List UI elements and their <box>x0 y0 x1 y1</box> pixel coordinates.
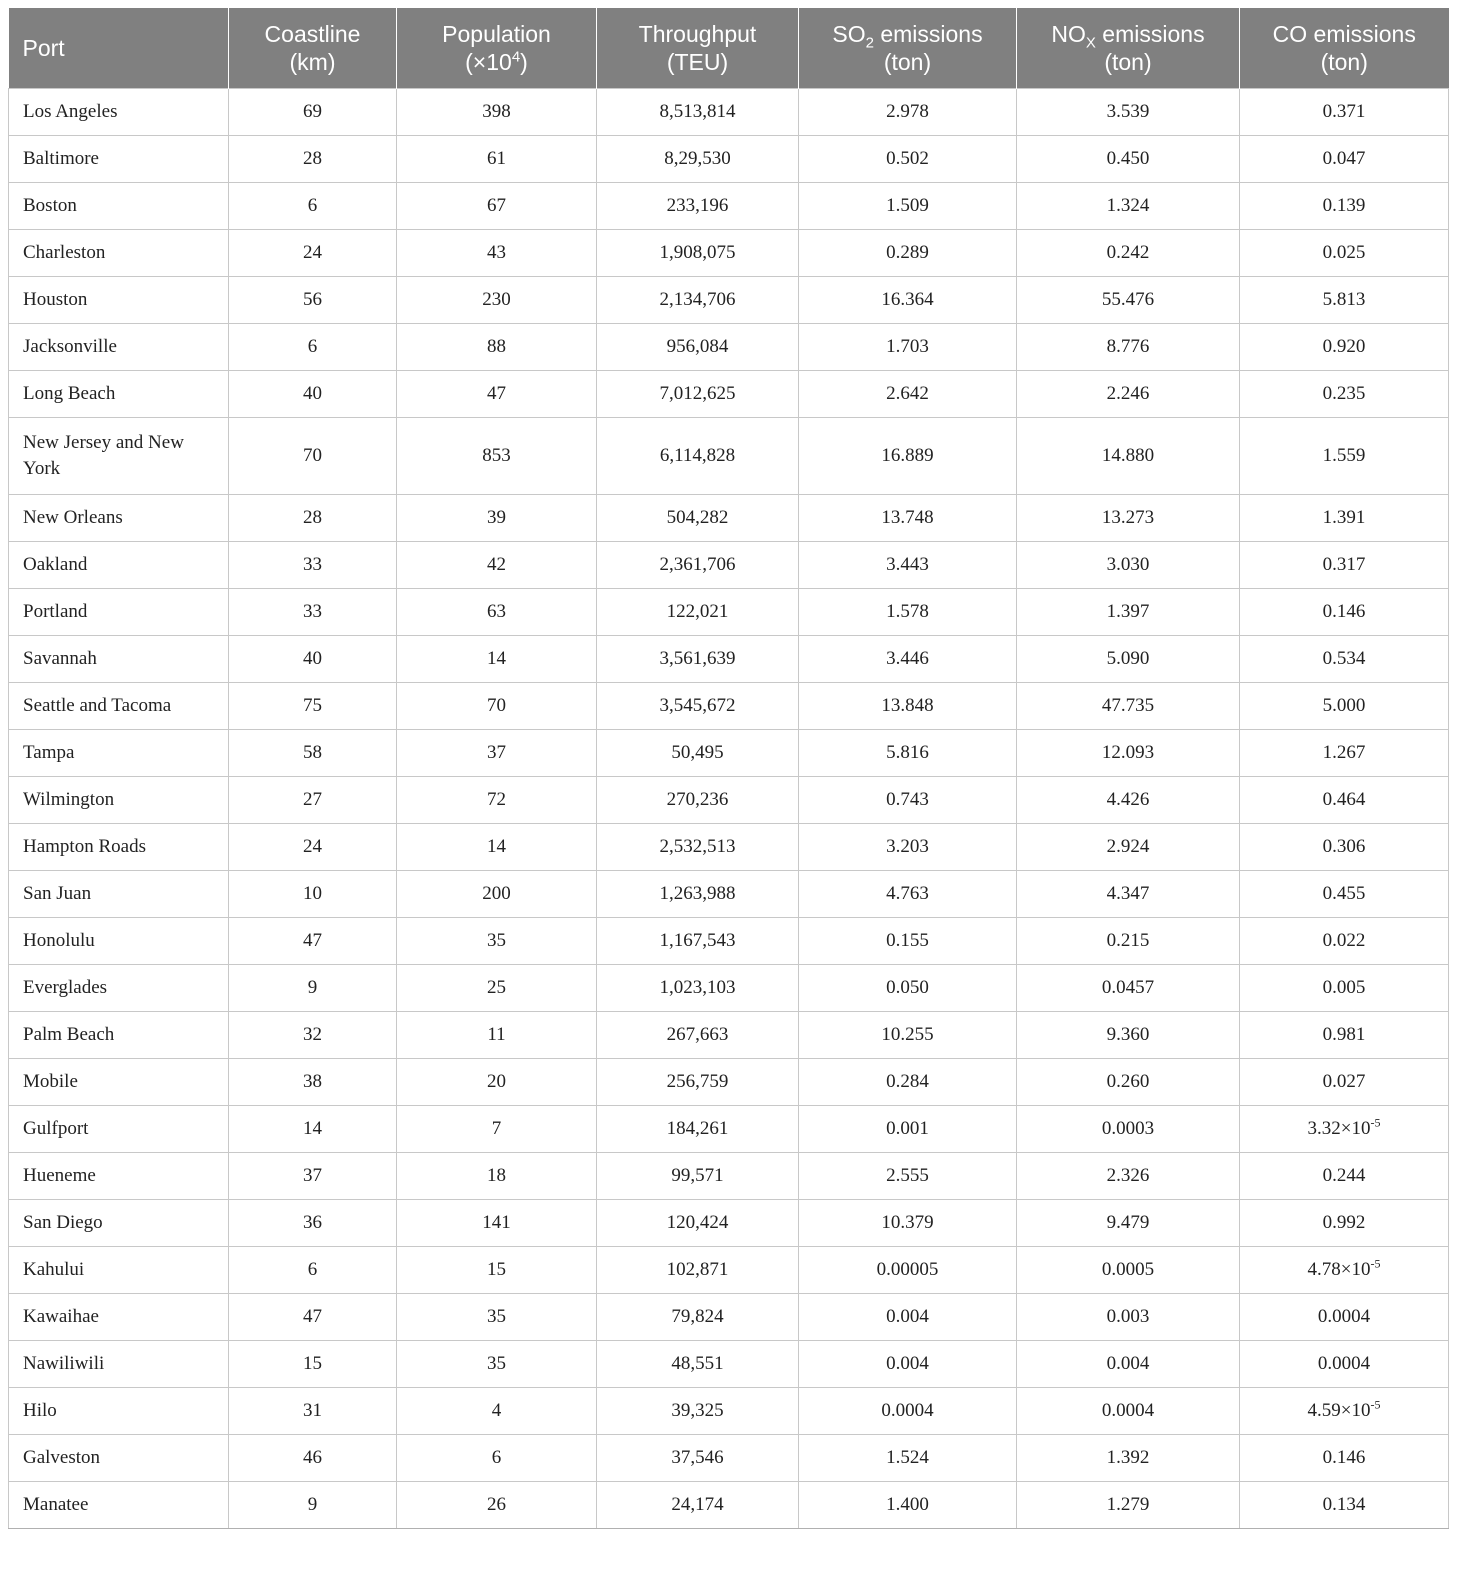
cell-population: 853 <box>397 418 597 495</box>
cell-co: 1.559 <box>1240 418 1449 495</box>
cell-throughput: 122,021 <box>597 589 799 636</box>
cell-co: 0.134 <box>1240 1482 1449 1529</box>
cell-nox: 0.0005 <box>1017 1247 1240 1294</box>
cell-throughput: 48,551 <box>597 1341 799 1388</box>
cell-coastline: 40 <box>229 636 397 683</box>
cell-port: Hampton Roads <box>9 824 229 871</box>
cell-coastline: 56 <box>229 277 397 324</box>
cell-nox: 0.450 <box>1017 136 1240 183</box>
cell-so2: 13.748 <box>799 495 1017 542</box>
cell-port: Palm Beach <box>9 1012 229 1059</box>
cell-so2: 0.155 <box>799 918 1017 965</box>
cell-co: 0.920 <box>1240 324 1449 371</box>
cell-co: 0.371 <box>1240 89 1449 136</box>
cell-coastline: 32 <box>229 1012 397 1059</box>
cell-port: Galveston <box>9 1435 229 1482</box>
cell-port: Jacksonville <box>9 324 229 371</box>
cell-so2: 0.050 <box>799 965 1017 1012</box>
table-row <box>9 418 1449 495</box>
cell-port: Boston <box>9 183 229 230</box>
cell-port: Nawiliwili <box>9 1341 229 1388</box>
table-row <box>9 371 1449 418</box>
cell-nox: 0.003 <box>1017 1294 1240 1341</box>
cell-throughput: 6,114,828 <box>597 418 799 495</box>
table-row <box>9 89 1449 136</box>
cell-nox: 2.924 <box>1017 824 1240 871</box>
cell-throughput: 1,167,543 <box>597 918 799 965</box>
table-body <box>9 89 1449 1529</box>
cell-co: 0.992 <box>1240 1200 1449 1247</box>
cell-throughput: 8,29,530 <box>597 136 799 183</box>
cell-coastline: 75 <box>229 683 397 730</box>
cell-so2: 0.00005 <box>799 1247 1017 1294</box>
table-row <box>9 183 1449 230</box>
cell-co: 0.306 <box>1240 824 1449 871</box>
cell-port: Honolulu <box>9 918 229 965</box>
cell-population: 37 <box>397 730 597 777</box>
cell-throughput: 99,571 <box>597 1153 799 1200</box>
port-emissions-table <box>8 8 1449 1529</box>
cell-population: 35 <box>397 1294 597 1341</box>
cell-throughput: 1,023,103 <box>597 965 799 1012</box>
cell-coastline: 70 <box>229 418 397 495</box>
table-row <box>9 777 1449 824</box>
cell-co: 0.146 <box>1240 1435 1449 1482</box>
cell-so2: 16.364 <box>799 277 1017 324</box>
cell-co: 0.464 <box>1240 777 1449 824</box>
cell-population: 4 <box>397 1388 597 1435</box>
table-row <box>9 1106 1449 1153</box>
cell-co: $4.59\times 10^{-5}$ <box>1240 1388 1449 1435</box>
cell-co: 1.267 <box>1240 730 1449 777</box>
table-row <box>9 1388 1449 1435</box>
cell-nox: 3.539 <box>1017 89 1240 136</box>
cell-population: 20 <box>397 1059 597 1106</box>
cell-so2: 1.578 <box>799 589 1017 636</box>
cell-port: New Orleans <box>9 495 229 542</box>
cell-port: Los Angeles <box>9 89 229 136</box>
cell-throughput: 270,236 <box>597 777 799 824</box>
cell-coastline: 47 <box>229 918 397 965</box>
cell-port: Wilmington <box>9 777 229 824</box>
cell-throughput: 256,759 <box>597 1059 799 1106</box>
cell-co: 0.025 <box>1240 230 1449 277</box>
table-row <box>9 636 1449 683</box>
cell-port: Seattle and Tacoma <box>9 683 229 730</box>
cell-nox: 9.360 <box>1017 1012 1240 1059</box>
header-throughput: Throughput (TEU) <box>597 8 799 89</box>
cell-port: San Diego <box>9 1200 229 1247</box>
cell-so2: 1.703 <box>799 324 1017 371</box>
cell-throughput: 7,012,625 <box>597 371 799 418</box>
cell-nox: 5.090 <box>1017 636 1240 683</box>
cell-throughput: 8,513,814 <box>597 89 799 136</box>
cell-throughput: 2,532,513 <box>597 824 799 871</box>
cell-port: Tampa <box>9 730 229 777</box>
cell-nox: 47.735 <box>1017 683 1240 730</box>
header-nox-emissions: $NO_X$ emissions (ton) <box>1017 8 1240 89</box>
table-row <box>9 324 1449 371</box>
cell-co: 0.005 <box>1240 965 1449 1012</box>
cell-nox: 12.093 <box>1017 730 1240 777</box>
cell-population: 67 <box>397 183 597 230</box>
cell-coastline: 28 <box>229 136 397 183</box>
cell-nox: 0.0004 <box>1017 1388 1240 1435</box>
cell-so2: 0.004 <box>799 1341 1017 1388</box>
cell-population: 25 <box>397 965 597 1012</box>
cell-so2: 1.524 <box>799 1435 1017 1482</box>
table-row <box>9 1482 1449 1529</box>
cell-port: Gulfport <box>9 1106 229 1153</box>
cell-nox: 13.273 <box>1017 495 1240 542</box>
cell-throughput: 24,174 <box>597 1482 799 1529</box>
cell-nox: 4.347 <box>1017 871 1240 918</box>
cell-so2: 10.379 <box>799 1200 1017 1247</box>
cell-port: Baltimore <box>9 136 229 183</box>
cell-throughput: 50,495 <box>597 730 799 777</box>
cell-nox: 1.324 <box>1017 183 1240 230</box>
cell-so2: 3.446 <box>799 636 1017 683</box>
cell-nox: 0.242 <box>1017 230 1240 277</box>
cell-nox: 1.279 <box>1017 1482 1240 1529</box>
cell-throughput: 2,361,706 <box>597 542 799 589</box>
table-row <box>9 918 1449 965</box>
cell-so2: 10.255 <box>799 1012 1017 1059</box>
cell-co: 0.146 <box>1240 589 1449 636</box>
cell-co: 0.235 <box>1240 371 1449 418</box>
cell-throughput: 79,824 <box>597 1294 799 1341</box>
table-row <box>9 277 1449 324</box>
cell-throughput: 267,663 <box>597 1012 799 1059</box>
cell-population: 6 <box>397 1435 597 1482</box>
cell-so2: 0.284 <box>799 1059 1017 1106</box>
table-row <box>9 1012 1449 1059</box>
cell-population: 200 <box>397 871 597 918</box>
cell-coastline: 58 <box>229 730 397 777</box>
cell-so2: 0.0004 <box>799 1388 1017 1435</box>
table-header <box>9 8 1449 89</box>
cell-so2: 1.400 <box>799 1482 1017 1529</box>
table-row <box>9 136 1449 183</box>
cell-population: 88 <box>397 324 597 371</box>
cell-coastline: 46 <box>229 1435 397 1482</box>
cell-population: 7 <box>397 1106 597 1153</box>
cell-co: 0.534 <box>1240 636 1449 683</box>
cell-coastline: 9 <box>229 1482 397 1529</box>
cell-nox: 55.476 <box>1017 277 1240 324</box>
cell-coastline: 24 <box>229 824 397 871</box>
cell-population: 35 <box>397 1341 597 1388</box>
cell-coastline: 15 <box>229 1341 397 1388</box>
cell-so2: 0.004 <box>799 1294 1017 1341</box>
table-row <box>9 1059 1449 1106</box>
cell-throughput: 39,325 <box>597 1388 799 1435</box>
cell-port: Long Beach <box>9 371 229 418</box>
cell-so2: 0.289 <box>799 230 1017 277</box>
cell-nox: 9.479 <box>1017 1200 1240 1247</box>
cell-so2: 5.816 <box>799 730 1017 777</box>
cell-population: 26 <box>397 1482 597 1529</box>
cell-population: 47 <box>397 371 597 418</box>
cell-population: 42 <box>397 542 597 589</box>
cell-nox: 3.030 <box>1017 542 1240 589</box>
cell-coastline: 33 <box>229 542 397 589</box>
cell-nox: 2.326 <box>1017 1153 1240 1200</box>
header-so2-emissions: $SO_2$ emissions (ton) <box>799 8 1017 89</box>
cell-co: $4.78\times 10^{-5}$ <box>1240 1247 1449 1294</box>
table-row <box>9 965 1449 1012</box>
cell-population: 35 <box>397 918 597 965</box>
cell-population: 39 <box>397 495 597 542</box>
cell-nox: 1.392 <box>1017 1435 1240 1482</box>
cell-coastline: 24 <box>229 230 397 277</box>
cell-throughput: 233,196 <box>597 183 799 230</box>
cell-nox: 1.397 <box>1017 589 1240 636</box>
cell-population: 141 <box>397 1200 597 1247</box>
cell-so2: 0.502 <box>799 136 1017 183</box>
table-row <box>9 1153 1449 1200</box>
header-row <box>9 8 1449 89</box>
cell-coastline: 6 <box>229 324 397 371</box>
cell-coastline: 6 <box>229 183 397 230</box>
header-population: Population $(\times 10^4)$ <box>397 8 597 89</box>
cell-throughput: 184,261 <box>597 1106 799 1153</box>
cell-so2: 2.555 <box>799 1153 1017 1200</box>
cell-port: Charleston <box>9 230 229 277</box>
cell-port: Houston <box>9 277 229 324</box>
cell-port: Portland <box>9 589 229 636</box>
cell-coastline: 47 <box>229 1294 397 1341</box>
cell-coastline: 36 <box>229 1200 397 1247</box>
cell-port: San Juan <box>9 871 229 918</box>
header-coastline: Coastline (km) <box>229 8 397 89</box>
cell-port: New Jersey and New York <box>9 418 229 495</box>
cell-nox: 0.260 <box>1017 1059 1240 1106</box>
cell-throughput: 1,263,988 <box>597 871 799 918</box>
cell-so2: 0.743 <box>799 777 1017 824</box>
cell-port: Mobile <box>9 1059 229 1106</box>
table-row <box>9 1294 1449 1341</box>
cell-co: 1.391 <box>1240 495 1449 542</box>
cell-coastline: 69 <box>229 89 397 136</box>
table-row <box>9 1341 1449 1388</box>
table-row <box>9 495 1449 542</box>
cell-population: 43 <box>397 230 597 277</box>
cell-coastline: 6 <box>229 1247 397 1294</box>
cell-coastline: 28 <box>229 495 397 542</box>
cell-nox: 0.004 <box>1017 1341 1240 1388</box>
cell-coastline: 10 <box>229 871 397 918</box>
cell-population: 14 <box>397 636 597 683</box>
cell-so2: 1.509 <box>799 183 1017 230</box>
cell-port: Hueneme <box>9 1153 229 1200</box>
cell-coastline: 40 <box>229 371 397 418</box>
cell-population: 63 <box>397 589 597 636</box>
cell-so2: 4.763 <box>799 871 1017 918</box>
cell-population: 72 <box>397 777 597 824</box>
table-row <box>9 1435 1449 1482</box>
cell-throughput: 3,545,672 <box>597 683 799 730</box>
cell-population: 11 <box>397 1012 597 1059</box>
cell-nox: 0.0003 <box>1017 1106 1240 1153</box>
cell-population: 14 <box>397 824 597 871</box>
cell-port: Savannah <box>9 636 229 683</box>
cell-coastline: 37 <box>229 1153 397 1200</box>
cell-coastline: 9 <box>229 965 397 1012</box>
table-row <box>9 230 1449 277</box>
table-row <box>9 824 1449 871</box>
cell-nox: 0.215 <box>1017 918 1240 965</box>
cell-co: $3.32\times 10^{-5}$ <box>1240 1106 1449 1153</box>
cell-co: 0.317 <box>1240 542 1449 589</box>
cell-population: 18 <box>397 1153 597 1200</box>
cell-nox: 8.776 <box>1017 324 1240 371</box>
cell-coastline: 33 <box>229 589 397 636</box>
cell-coastline: 38 <box>229 1059 397 1106</box>
cell-so2: 13.848 <box>799 683 1017 730</box>
cell-throughput: 1,908,075 <box>597 230 799 277</box>
cell-port: Kahului <box>9 1247 229 1294</box>
cell-coastline: 31 <box>229 1388 397 1435</box>
cell-population: 61 <box>397 136 597 183</box>
cell-nox: 14.880 <box>1017 418 1240 495</box>
cell-throughput: 2,134,706 <box>597 277 799 324</box>
cell-port: Oakland <box>9 542 229 589</box>
cell-co: 5.813 <box>1240 277 1449 324</box>
cell-nox: 2.246 <box>1017 371 1240 418</box>
table-row <box>9 1247 1449 1294</box>
cell-co: 0.027 <box>1240 1059 1449 1106</box>
cell-so2: 3.443 <box>799 542 1017 589</box>
cell-population: 70 <box>397 683 597 730</box>
cell-co: 0.047 <box>1240 136 1449 183</box>
cell-throughput: 102,871 <box>597 1247 799 1294</box>
cell-co: 5.000 <box>1240 683 1449 730</box>
table-row <box>9 871 1449 918</box>
cell-co: 0.139 <box>1240 183 1449 230</box>
cell-co: 0.981 <box>1240 1012 1449 1059</box>
cell-throughput: 120,424 <box>597 1200 799 1247</box>
cell-co: 0.0004 <box>1240 1294 1449 1341</box>
cell-nox: 4.426 <box>1017 777 1240 824</box>
cell-population: 398 <box>397 89 597 136</box>
header-co-emissions: CO emissions (ton) <box>1240 8 1449 89</box>
header-port: Port <box>9 8 229 89</box>
table-row <box>9 1200 1449 1247</box>
cell-port: Manatee <box>9 1482 229 1529</box>
cell-port: Everglades <box>9 965 229 1012</box>
cell-throughput: 37,546 <box>597 1435 799 1482</box>
cell-port: Kawaihae <box>9 1294 229 1341</box>
cell-so2: 0.001 <box>799 1106 1017 1153</box>
table-row <box>9 589 1449 636</box>
cell-throughput: 956,084 <box>597 324 799 371</box>
cell-nox: 0.0457 <box>1017 965 1240 1012</box>
cell-so2: 3.203 <box>799 824 1017 871</box>
cell-co: 0.0004 <box>1240 1341 1449 1388</box>
cell-population: 230 <box>397 277 597 324</box>
cell-so2: 16.889 <box>799 418 1017 495</box>
cell-throughput: 504,282 <box>597 495 799 542</box>
cell-so2: 2.642 <box>799 371 1017 418</box>
cell-co: 0.455 <box>1240 871 1449 918</box>
table-row <box>9 730 1449 777</box>
cell-throughput: 3,561,639 <box>597 636 799 683</box>
table-row <box>9 542 1449 589</box>
cell-coastline: 14 <box>229 1106 397 1153</box>
cell-so2: 2.978 <box>799 89 1017 136</box>
cell-co: 0.244 <box>1240 1153 1449 1200</box>
cell-port: Hilo <box>9 1388 229 1435</box>
cell-population: 15 <box>397 1247 597 1294</box>
cell-co: 0.022 <box>1240 918 1449 965</box>
table-row <box>9 683 1449 730</box>
cell-coastline: 27 <box>229 777 397 824</box>
